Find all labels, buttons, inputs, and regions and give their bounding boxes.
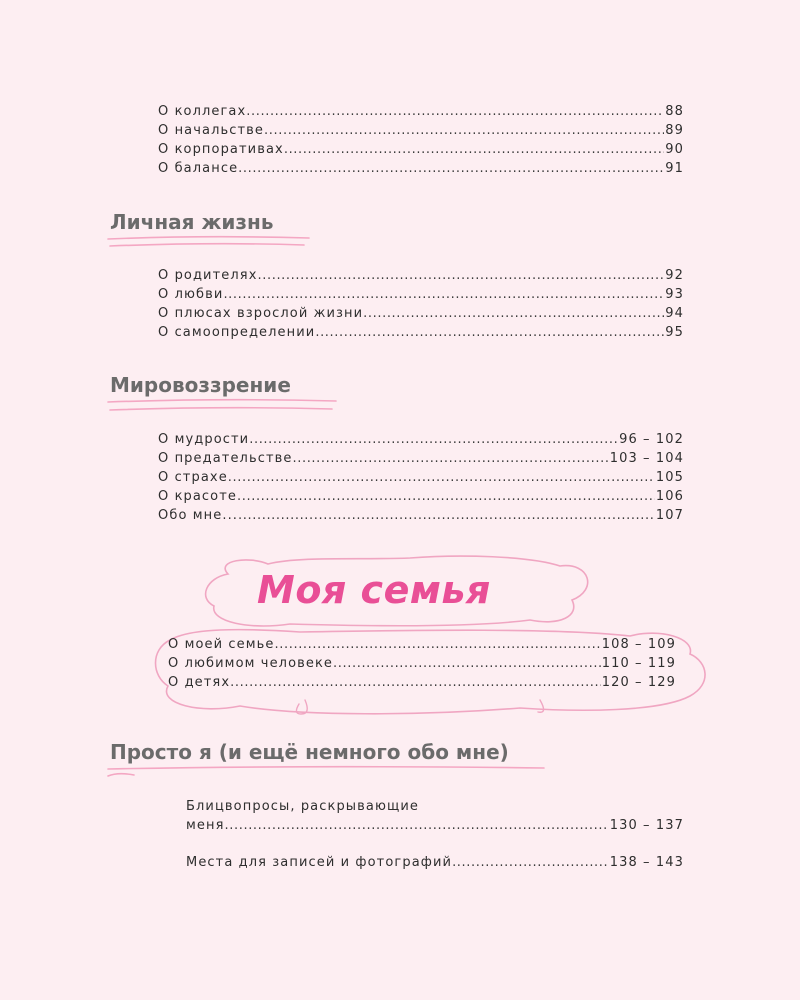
toc-entry-label: Места для записей и фотографий	[186, 855, 453, 870]
toc-entry-label: О любви	[158, 287, 224, 302]
toc-entry[interactable]	[158, 430, 684, 449]
toc-entry-label: О любимом человеке	[168, 656, 334, 671]
toc-entry[interactable]	[168, 673, 676, 692]
toc-entry-page: 120 – 129	[601, 675, 676, 690]
toc-entry-page: 88	[665, 104, 684, 119]
toc-entry-page: 92	[665, 268, 684, 283]
toc-entry[interactable]	[158, 159, 684, 178]
section-heading-worldview: Мировоззрение	[110, 373, 291, 397]
toc-entry[interactable]	[186, 853, 684, 872]
toc-entry-page: 138 – 143	[609, 855, 684, 870]
toc-entry-label: О начальстве	[158, 123, 265, 138]
toc-entry[interactable]	[168, 635, 676, 654]
dot-leader	[238, 159, 664, 178]
dot-leader	[333, 654, 601, 673]
toc-entry-page: 91	[665, 161, 684, 176]
dot-leader	[315, 323, 664, 342]
toc-entry-label: О предательстве	[158, 451, 293, 466]
toc-entry-label: Обо мне...	[158, 508, 239, 523]
toc-entry[interactable]	[158, 304, 684, 323]
section-heading-personal-life: Личная жизнь	[110, 210, 274, 234]
toc-entry-label: О плюсах взрослой жизни	[158, 306, 364, 321]
toc-entry[interactable]	[158, 506, 684, 525]
dot-leader	[228, 468, 655, 487]
toc-group-personal-life	[158, 266, 684, 342]
toc-entry-label-line1: Блицвопросы, раскрывающие	[186, 799, 420, 814]
toc-entry-label: О мудрости	[158, 432, 250, 447]
dot-leader	[258, 266, 665, 285]
dot-leader	[363, 304, 664, 323]
toc-entry-label: О красоте	[158, 489, 238, 504]
toc-entry-page: 93	[665, 287, 684, 302]
toc-entry-page: 110 – 119	[601, 656, 676, 671]
toc-entry[interactable]	[158, 285, 684, 304]
section-heading-just-me: Просто я (и ещё немного обо мне)	[110, 740, 509, 764]
toc-entry[interactable]	[158, 323, 684, 342]
toc-entry-page: 103 – 104	[609, 451, 684, 466]
toc-entry-page: 96 – 102	[619, 432, 684, 447]
toc-entry[interactable]	[158, 449, 684, 468]
heading-underline	[104, 764, 564, 784]
toc-entry-page: 89	[665, 123, 684, 138]
dot-leader	[237, 487, 655, 506]
toc-entry[interactable]	[158, 140, 684, 159]
toc-entry-label: О корпоративах	[158, 142, 284, 157]
toc-entry-page: 130 – 137	[609, 818, 684, 833]
toc-entry-label: О детях	[168, 675, 231, 690]
toc-group-work	[158, 102, 684, 178]
toc-entry-page: 94	[665, 306, 684, 321]
toc-group-worldview	[158, 430, 684, 525]
toc-entry[interactable]	[158, 266, 684, 285]
toc-entry-page: 90	[665, 142, 684, 157]
toc-group-my-family	[168, 635, 676, 692]
toc-entry-label: О страхе	[158, 470, 228, 485]
toc-entry[interactable]	[158, 468, 684, 487]
toc-entry-page: 105	[655, 470, 684, 485]
dot-leader	[293, 449, 609, 468]
dot-leader	[246, 102, 664, 121]
toc-entry[interactable]	[158, 102, 684, 121]
toc-entry[interactable]	[158, 487, 684, 506]
toc-entry-page: 107	[655, 508, 684, 523]
dot-leader	[452, 853, 609, 872]
dot-leader	[230, 673, 601, 692]
toc-entry-label: О самоопределении	[158, 325, 316, 340]
dot-leader	[238, 506, 655, 525]
dot-leader	[284, 140, 664, 159]
toc-entry-page: 95	[665, 325, 684, 340]
toc-entry-label: О моей семье	[168, 637, 275, 652]
section-heading-my-family: Моя семья	[257, 568, 491, 612]
dot-leader	[225, 816, 609, 835]
toc-entry[interactable]	[168, 654, 676, 673]
toc-group-just-me	[186, 816, 684, 872]
toc-entry[interactable]	[158, 121, 684, 140]
dot-leader	[264, 121, 664, 140]
toc-entry-page: 106	[655, 489, 684, 504]
heading-underline	[104, 234, 324, 254]
toc-entry-page: 108 – 109	[601, 637, 676, 652]
toc-entry-label: меня	[186, 818, 225, 833]
dot-leader	[275, 635, 601, 654]
heading-underline	[104, 397, 354, 419]
toc-entry-label: О балансе	[158, 161, 239, 176]
toc-entry[interactable]	[186, 816, 684, 835]
toc-entry-label: О родителях	[158, 268, 258, 283]
toc-entry-label: О коллегах	[158, 104, 247, 119]
dot-leader	[249, 430, 618, 449]
dot-leader	[223, 285, 664, 304]
